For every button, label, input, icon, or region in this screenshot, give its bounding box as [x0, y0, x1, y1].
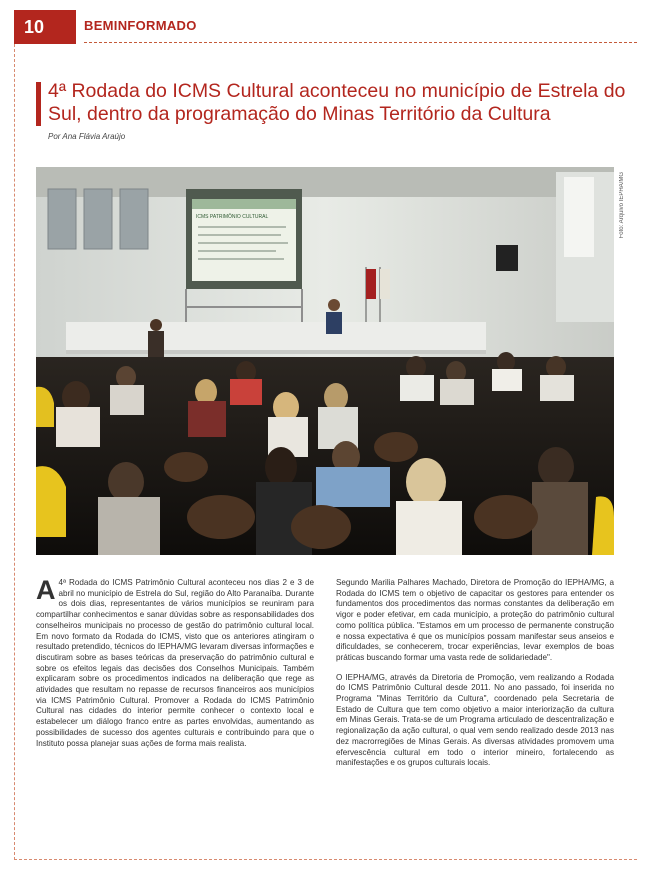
title-accent-bar — [36, 82, 41, 126]
photo-credit: Foto: Arquivo IEPHA/MG — [619, 172, 625, 239]
drop-cap: A — [36, 575, 56, 605]
article-paragraph — [36, 575, 314, 749]
article-title: 4ª Rodada do ICMS Cultural aconteceu no município de Estrela do Sul, dentro da programação do Minas Território da Cultura — [48, 80, 626, 125]
article-body — [36, 575, 614, 769]
article-byline: Por Ana Flávia Araújo — [48, 132, 126, 141]
article-photo — [36, 167, 614, 555]
bottom-border-divider — [14, 859, 637, 860]
section-tag: BEMINFORMADO — [84, 18, 197, 33]
article-paragraph: Segundo Marilia Palhares Machado, Diretora de Promoção do IEPHA/MG, a Rodada do ICMS tem o objetivo de capacitar os gestores para entender os fundamentos dos procedimentos das normas constantes da deliberação em vigor e poder efetivar, em cada município, a proteção do patrimônio cultural como política pública. "Estamos em um processo de permanente construção e nossa expectativa é que os municípios possam manifestar seus anseios e dificuldades, se conhecerem, trocar experiências, levar exemplos de boas práticas buscando formar uma vasta rede de solidariedade". — [336, 578, 614, 662]
slide-title-text: ICMS PATRIMÔNIO CULTURAL — [196, 214, 269, 220]
paragraph-text: 4ª Rodada do ICMS Patrimônio Cultural aconteceu nos dias 2 e 3 de abril no município de Estrela do Sul, região do Alto Paranaíba. Durante os dois dias, representantes de vários municípios se reuniram para compartilhar conhecimentos e sanar dúvidas sobre as responsabilidades dos conselheiros municipais no processo de gestão do patrimônio cultural local. Em novo formato da Rodada do ICMS, visto que os anteriores atingiram o resultado pretendido, técnicos do IEPHA/MG levaram diversas informações e discutiram sobre as bases teóricas da preservação do patrimônio cultural e sobre os efeitos legais das decisões dos Conselhos Municipais. Também explicaram sobre os procedimentos indicados na deliberação que rege as atividades que resultam no repasse de recursos financeiros aos municípios via ICMS Patrimônio Cultural. Promover a Rodada do ICMS Patrimônio Cultural nas cidades do interior permite conhecer o contexto local e estabelecer um diálogo franco entre as partes envolvidas, aumentando as possibilidades de sucesso dos agentes culturais e contribuindo para que o Instituto possa planejar suas ações de forma mais realista. — [36, 578, 314, 748]
header-divider — [84, 42, 637, 43]
article-paragraph: O IEPHA/MG, através da Diretoria de Promoção, vem realizando a Rodada do ICMS Patrimônio Cultural desde 2011. No ano passado, foi inserida no Programa "Minas Território da Cultura", coordenado pela Secretaria de Estado de Cultura que tem como objetivo a maior interiorização da cultura em Minas Gerais. Trata-se de um Programa articulado de descentralização e regionalização da ação cultural, o qual vem sendo realizado desde 2013 nas dez macrorregiões de Minas Gerais. As diversas atividades promovem uma efervescência cultural em todo o interior mineiro, fortalecendo as manifestações e os grupos culturais locais. — [336, 672, 614, 768]
left-border-divider — [14, 44, 15, 860]
page-number: 10 — [14, 10, 76, 44]
